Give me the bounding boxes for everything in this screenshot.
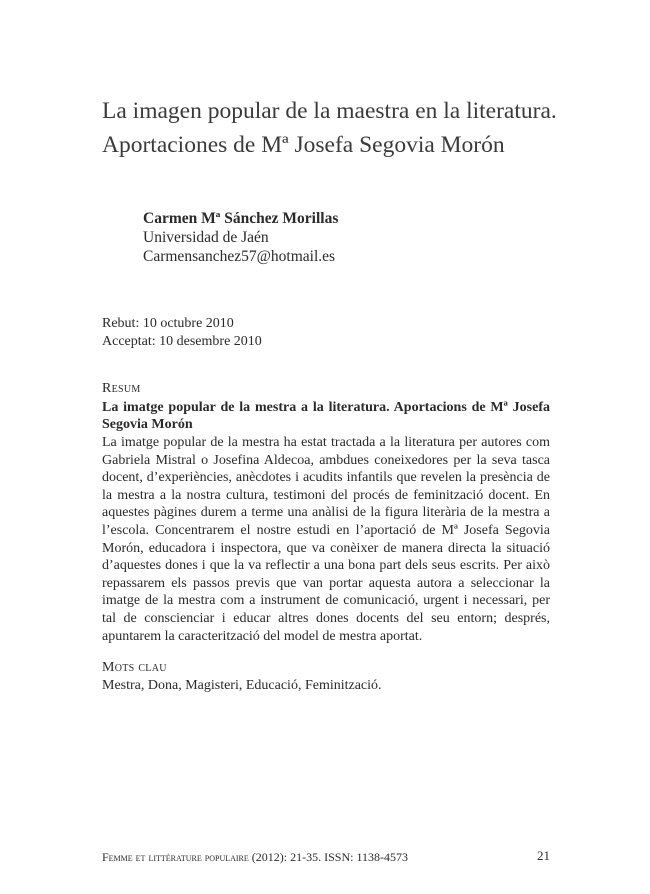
abstract-title: La imatge popular de la mestra a la literatura. Aportacions de Mª Josefa Segovia Morón bbox=[102, 400, 550, 432]
author-name: Carmen Mª Sánchez Morillas bbox=[143, 210, 339, 227]
abstract-body: La imatge popular de la mestra ha estat tractada a la literatura per autores com Gabriela Mistral o Josefina Aldecoa, ambdues coneixedores per la seva tasca docent, d’experiències, anècdotes i acudits infantils que revelen la presència de la mestra a la nostra cultura, testimoni del procés de feminització docent. En aquestes pàgines durem a terme una anàlisi de la figura literària de la mestra a l’escola. Concentrarem el nostre estudi en l’aportació de Mª Josefa Segovia Morón, educadora i inspectora, que va conèixer de manera directa la situació d’aquestes dones i que la va reflectir a una bona part dels seus escrits. Per això repassarem els passos previs que van portar aquesta autora a seleccionar la imatge de la mestra com a instrument de comunicació, urgent i necessari, per tal de conscienciar i educar altres dones docents del seu entorn; després, apuntarem la caracterització del model de mestra aportat. bbox=[102, 435, 550, 644]
keywords-list: Mestra, Dona, Magisteri, Educació, Feminització. bbox=[102, 678, 382, 693]
abstract-label: Resum bbox=[102, 381, 141, 396]
title-line-2: Aportaciones de Mª Josefa Segovia Morón bbox=[102, 132, 505, 158]
footer-source: Femme et littérature populaire (2012): 21-35. ISSN: 1138-4573 bbox=[102, 850, 408, 864]
author-block bbox=[143, 209, 338, 266]
paper-title bbox=[102, 94, 602, 162]
page-footer bbox=[102, 850, 550, 864]
submission-dates bbox=[102, 315, 262, 351]
page-number: 21 bbox=[537, 848, 550, 863]
author-affiliation: Universidad de Jaén bbox=[143, 229, 269, 246]
accepted-date: Acceptat: 10 desembre 2010 bbox=[102, 334, 262, 349]
keywords-label: Mots clau bbox=[102, 660, 167, 675]
author-email: Carmensanchez57@hotmail.es bbox=[143, 248, 336, 265]
title-line-1: La imagen popular de la maestra en la literatura. bbox=[102, 98, 557, 124]
received-date: Rebut: 10 octubre 2010 bbox=[102, 316, 234, 331]
